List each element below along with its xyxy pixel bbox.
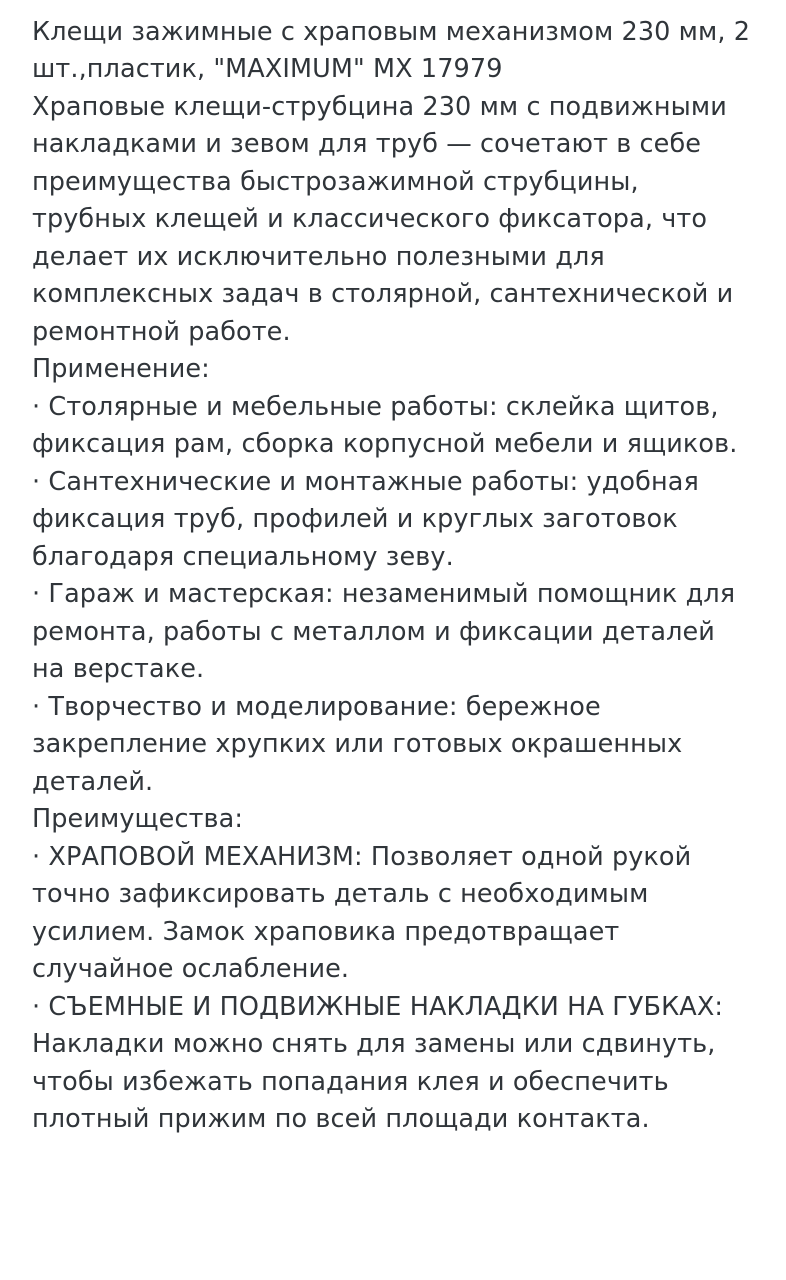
list-item: · Сантехнические и монтажные работы: удобная фиксация труб, профилей и круглых заготовок благодаря специальному зеву. [32, 466, 699, 572]
list-item: · Столярные и мебельные работы: склейка щитов, фиксация рам, сборка корпусной мебели и ящиков. [32, 391, 738, 460]
product-title: Клещи зажимные с храповым механизмом 230 мм, 2 шт.,пластик, "MAXIMUM" MX 17979 [32, 17, 751, 85]
list-item: · Гараж и мастерская: незаменимый помощник для ремонта, работы с металлом и фиксации деталей на верстаке. [32, 579, 736, 685]
product-intro: Храповые клещи-струбцина 230 мм с подвижными накладками и зевом для труб — сочетают в себе преимущества быстрозажимной струбцины, трубных клещей и классического фиксатора, что делает их исключительно полезными для комплексных задач в столярной, сантехнической и ремонтной работе. [32, 91, 734, 347]
list-item: · СЪЕМНЫЕ И ПОДВИЖНЫЕ НАКЛАДКИ НА ГУБКАХ: Накладки можно снять для замены или сдвинуть, чтобы избежать попадания клея и обеспечить плотный прижим по всей площади контакта. [32, 991, 724, 1135]
section-heading-advantages: Преимущества: [32, 804, 244, 835]
list-item: · Творчество и моделирование: бережное закрепление хрупких или готовых окрашенных деталей. [32, 691, 683, 797]
description-body [32, 14, 752, 1139]
section-heading-application: Применение: [32, 354, 210, 385]
list-item: · ХРАПОВОЙ МЕХАНИЗМ: Позволяет одной рукой точно зафиксировать деталь с необходимым усилием. Замок храповика предотвращает случайное ослабление. [32, 841, 692, 985]
